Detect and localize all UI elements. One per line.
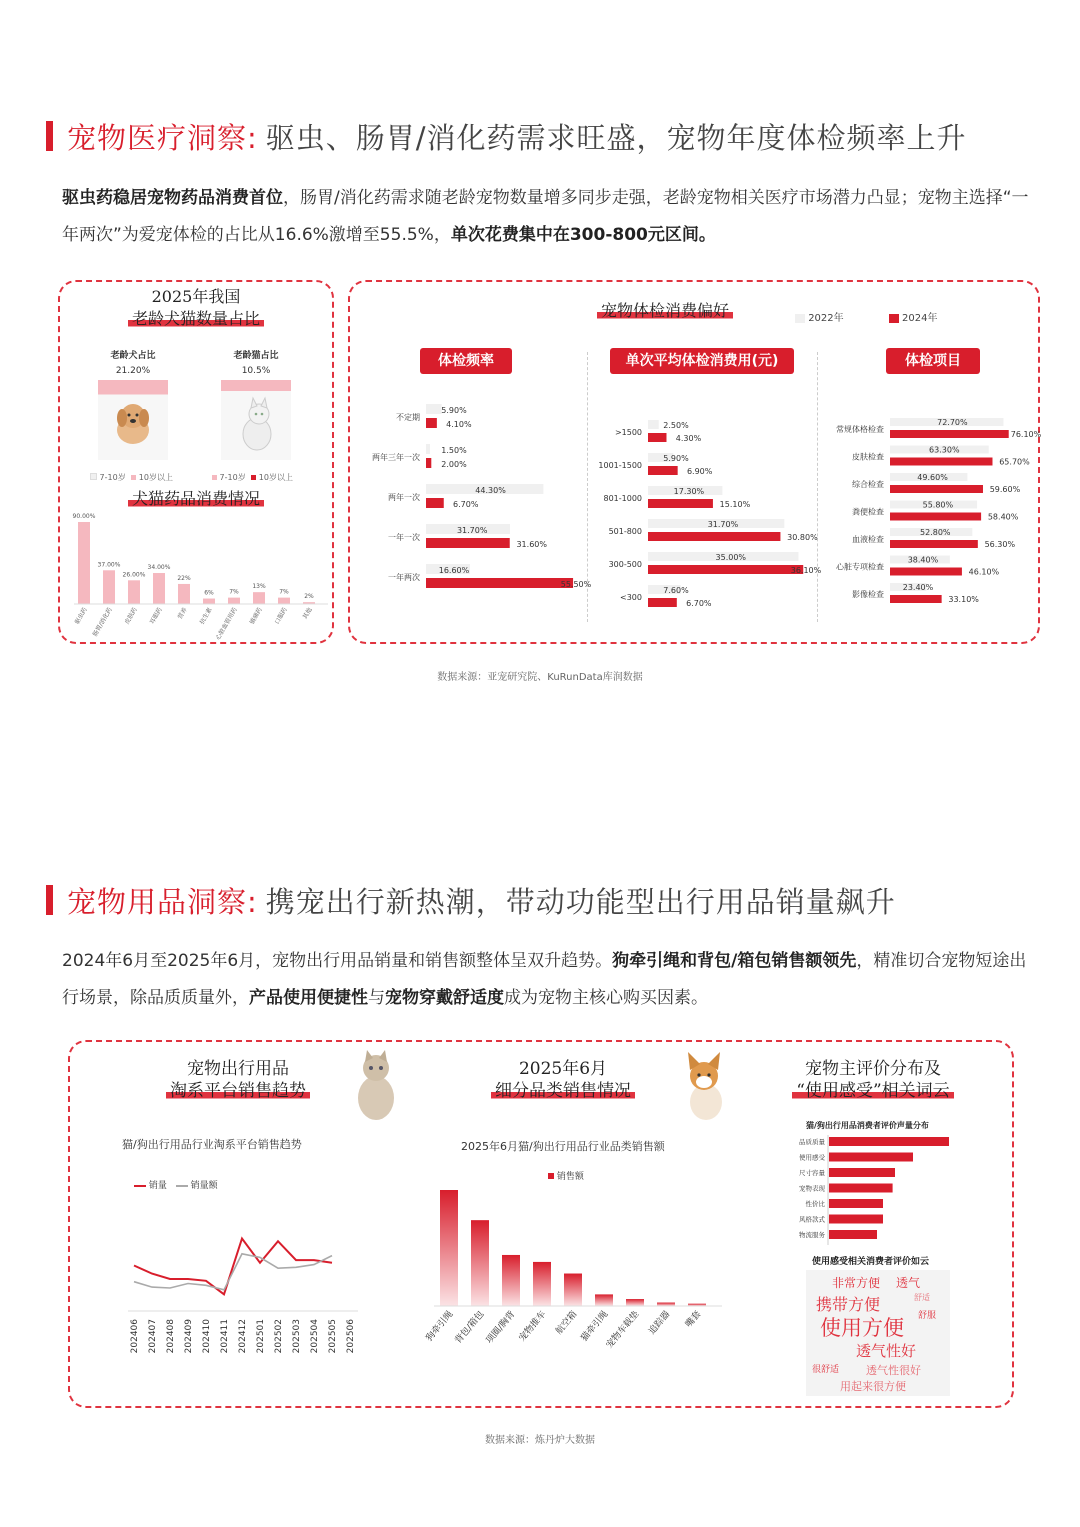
bar-2024 [648,565,803,574]
p-text: 成为宠物主核心购买因素。 [504,988,708,1008]
section1-title [46,116,967,156]
tick-label: 202501 [256,1319,266,1354]
cat-photo-icon [221,380,291,460]
dog-value: 21.20% [115,366,151,376]
category-label: 1001-1500 [598,461,642,470]
legend-2024: 2024年 [902,313,938,324]
data-label: 34.00% [147,564,171,572]
legend-swatch [131,475,136,480]
bar [153,573,165,604]
value-label-2024: 6.90% [686,467,713,476]
bar [78,522,90,604]
value-label-2024: 55.50% [560,580,592,589]
legend-b: 10岁以上 [258,473,293,482]
tick-label: 202412 [238,1319,248,1354]
value-label-2022: 31.70% [456,526,488,535]
value-label-2024: 65.70% [999,457,1030,467]
bar [829,1199,883,1208]
bar-2024 [890,458,992,466]
value-label-2024: 2.00% [441,460,467,469]
cat-photo-icon [348,1046,404,1122]
data-label: 37.00% [97,561,121,569]
tick-label: 追踪器 [647,1309,673,1337]
value-label-2022: 5.90% [663,454,689,463]
value-label-2022: 2.50% [663,421,689,430]
category-subtitle: 2025年6月猫/狗出行用品行业品类销售额 [461,1140,665,1153]
source-note: 数据来源：亚宠研究院、KuRunData库润数据 [437,672,643,683]
trend-title [130,1058,346,1102]
section1-title-dark: 驱虫、肠胃/消化药需求旺盛，宠物年度体检频率上升 [265,120,967,155]
category-label: 501-800 [608,527,642,536]
data-label: 6% [204,589,214,597]
data-label: 2% [304,593,314,601]
wc-word: 非常方便 [832,1276,881,1290]
category-label: >1500 [614,428,642,437]
wc-word: 很舒适 [812,1365,840,1375]
bar [564,1274,582,1306]
value-label-2024: 46.10% [968,567,1000,577]
legend-line-gray [176,1185,188,1187]
chip-exam-cost: 单次平均体检消费用(元) [610,348,794,374]
review-volume-chart [790,1135,970,1247]
tick-label: 宠物车载垫 [604,1309,642,1351]
category-label: 一年两次 [388,573,420,582]
exam-pref-title [560,300,770,322]
tick-label: 背包/箱包 [453,1309,487,1346]
data-label: 26.00% [122,571,146,579]
tick-label: 202406 [130,1319,140,1354]
legend-swatch-2024 [889,314,899,323]
tick-label: 营养 [176,606,189,621]
wc-word: 透气性很好 [866,1364,921,1377]
bar-2022 [426,444,430,454]
category-label: 使用感受 [799,1153,825,1162]
value-label-2024: 30.80% [787,533,818,542]
bar [228,598,240,604]
bar-2022 [648,420,659,429]
tick-label: 202410 [202,1319,212,1354]
tick-label: 202407 [148,1319,158,1354]
bar-2024 [890,430,1009,438]
exam-pref-title-text: 宠物体检消费偏好 [597,300,733,322]
tick-label: 202503 [292,1319,302,1354]
bar-2024 [648,466,678,475]
data-label: 7% [229,588,239,596]
section2-title [46,880,896,920]
value-label-2022: 16.60% [438,566,470,575]
bar [829,1137,949,1146]
category-label: 801-1000 [603,494,642,503]
value-label-2024: 58.40% [987,512,1019,522]
title-bar [46,885,53,915]
bar-2024 [890,568,962,576]
p-text: ，肠胃/消化药需求随老龄宠物数量增多同步走强，老龄宠物相关医疗市场潜力凸显；宠物主选择“一年两次”为爱宠体检的占比从16.6%激增至55.5%， [62,188,1029,245]
aging-title-line2: 老龄犬猫数量占比 [128,308,264,330]
p-text: ，精准切合宠物短途出行场景，除品质质量外， [62,951,1027,1008]
data-label: 90.00% [72,513,96,520]
bar [829,1168,895,1177]
trend-legend [134,1178,218,1191]
bar-2024 [426,458,431,468]
category-label: 粪便检查 [852,507,884,517]
category-title-line1: 2025年6月 [518,1059,608,1079]
bar-2024 [648,532,780,541]
tick-label: 202505 [328,1319,338,1354]
category-label: 两年三年一次 [372,453,420,462]
category-label: 风格款式 [799,1215,825,1224]
value-label-2022: 72.70% [937,418,968,427]
legend-b: 10岁以上 [138,473,173,482]
bar [829,1184,893,1193]
legend-swatch [548,1173,554,1179]
tick-label: 202506 [346,1319,356,1354]
dog-icon [98,380,168,460]
bar-2024 [890,485,983,493]
tick-label: 心脏血管用药 [214,606,239,642]
word-cloud [806,1270,950,1396]
tick-label: 宠物推车 [517,1309,549,1344]
bar-2024 [426,418,437,428]
value-label-2022: 1.50% [441,446,467,455]
bar [103,570,115,604]
value-label-2024: 6.70% [453,500,479,509]
tick-label: 202411 [220,1319,230,1354]
corgi-icon [672,1048,736,1126]
bar [440,1190,458,1306]
section2-title-red: 宠物用品洞察: [67,884,258,919]
value-label-2022: 31.70% [707,520,739,529]
trend-line-chart [122,1195,362,1373]
wc-word: 使用方便 [820,1316,904,1340]
legend-2022: 2022年 [808,313,844,324]
tick-label: 口服药 [273,606,289,626]
bar [657,1303,675,1306]
section2-title-dark: 携宠出行新热潮，带动功能型出行用品销量飙升 [265,884,896,919]
legend-swatch-2022 [795,314,805,323]
category-bar-chart [424,1180,730,1380]
legend-swatch [90,473,97,480]
trend-subtitle: 猫/狗出行用品行业淘系平台销售趋势 [122,1138,302,1151]
dog-label: 老龄犬占比 [110,351,156,361]
category-label: 两年一次 [388,493,420,502]
value-label-2022: 63.30% [929,445,960,455]
section2-paragraph [62,943,1032,1017]
bar-2024 [890,595,942,603]
value-label-2022: 35.00% [715,553,747,562]
p-bold: 宠物穿戴舒适度 [385,988,504,1008]
value-label-2024: 36.10% [790,566,822,575]
category-label: 尺寸容量 [799,1169,825,1177]
data-label: 22% [177,574,191,582]
p-bold: 产品使用便捷性 [249,988,368,1008]
tick-label: 皮肤药 [123,606,139,626]
p-text: 2024年6月至2025年6月，宠物出行用品销量和销售额整体呈双升趋势。 [62,951,613,971]
tick-label: 抗生素 [198,606,214,626]
corgi-photo-icon [672,1048,736,1126]
section1-title-red: 宠物医疗洞察: [67,120,258,155]
tick-label: 驱虫药 [73,606,89,626]
tick-label: 耳眼药 [148,606,164,626]
wc-word: 用起来很方便 [840,1380,906,1393]
legend-a: 7-10岁 [99,473,126,482]
data-label: 13% [252,583,266,591]
bar [829,1153,913,1162]
tick-label: 202408 [166,1319,176,1354]
medicine-title [60,488,332,510]
medicine-bar-chart [70,508,330,642]
bar [471,1220,489,1306]
bar-2022 [426,404,442,414]
wc-word: 舒适 [914,1293,930,1302]
exam-cost-chart [590,414,822,614]
dog-legend [90,472,173,483]
category-label: 皮肤检查 [852,452,884,462]
legend-a: 7-10岁 [219,473,246,482]
bar [595,1294,613,1306]
tick-label: 镇痛药 [248,606,264,626]
bar [278,598,290,604]
data-label: 7% [279,588,289,596]
exam-items-chart [820,412,1042,612]
bar [533,1262,551,1306]
wordcloud-subtitle: 使用感受相关消费者评价如云 [812,1257,930,1267]
bar-2024 [648,598,677,607]
tick-label: 肠胃/消化药 [91,606,114,638]
value-label-2022: 49.60% [917,473,948,482]
cat-label: 老龄猫占比 [233,351,279,361]
p-bold: 狗牵引绳和背包/箱包销售额领先 [612,951,857,971]
category-label: 常规体格检查 [836,425,884,434]
bar [502,1255,520,1306]
wc-word: 舒服 [918,1311,937,1321]
value-label-2024: 76.10% [1010,430,1042,439]
cat-icon [348,1046,404,1122]
cat-value: 10.5% [241,366,271,376]
value-label-2024: 56.30% [984,540,1016,549]
bar [626,1299,644,1306]
value-label-2024: 15.10% [719,500,751,509]
trend-title-line2: 淘系平台销售趋势 [166,1080,310,1102]
bar-2024 [426,498,444,508]
value-label-2022: 52.80% [920,528,951,537]
cat-legend [212,472,293,483]
tick-label: 猫牵引绳 [579,1309,611,1344]
trend-title-line1: 宠物出行用品 [187,1059,289,1079]
value-label-2022: 55.80% [922,500,954,510]
cat-icon [221,380,291,460]
tick-label: 航空箱 [554,1309,580,1337]
tick-label: 其他 [301,606,314,621]
tick-label: 202502 [274,1319,284,1354]
tick-label: 202504 [310,1319,320,1354]
bar-2024 [426,578,573,588]
section1-paragraph [62,180,1032,254]
tick-label: 狗牵引绳 [424,1309,456,1344]
exam-legend [795,309,937,324]
value-label-2024: 31.60% [516,540,547,549]
dog-photo-icon [98,380,168,460]
chip-exam-items: 体检项目 [886,348,980,374]
bar [203,599,215,604]
chip-exam-frequency: 体检频率 [420,348,512,374]
category-label: 综合检查 [852,480,884,489]
category-label: 一年一次 [388,533,420,542]
aging-pets-title [60,286,332,330]
bar [829,1230,877,1239]
value-label-2022: 44.30% [475,486,506,495]
legend-swatch [251,475,256,480]
bar [128,580,140,604]
legend-line-red [134,1185,146,1187]
value-label-2022: 23.40% [902,583,934,592]
bar [178,584,190,604]
medicine-title-text: 犬猫药品消费情况 [128,488,264,510]
category-title-line2: 细分品类销售情况 [491,1080,635,1102]
category-label: <300 [620,593,642,602]
value-label-2022: 5.90% [441,406,467,415]
divider [817,352,818,622]
value-label-2024: 4.30% [675,434,702,443]
category-label: 宠物表现 [799,1184,825,1193]
bar-2024 [890,540,978,548]
value-label-2022: 7.60% [663,586,689,595]
review-subtitle: 猫/狗出行用品消费者评价声量分布 [806,1121,929,1130]
legend-sales-amount: 销售额 [556,1172,584,1182]
p-text: 与 [368,988,385,1008]
bar-2024 [890,513,981,521]
value-label-2022: 17.30% [673,487,705,496]
category-label: 物流服务 [799,1231,825,1239]
value-label-2024: 59.60% [989,485,1021,494]
category-title [460,1058,666,1102]
tick-label: 202409 [184,1319,194,1354]
category-label: 不定期 [396,413,420,422]
bar [253,592,265,604]
value-label-2024: 4.10% [446,420,472,429]
review-title [768,1058,978,1102]
bar-2024 [648,433,666,442]
aging-title-line1: 2025年我国 [151,287,241,306]
wc-word: 携带方便 [816,1295,881,1314]
legend-swatch [212,475,217,480]
category-label: 心脏专项检查 [836,562,884,572]
wc-word: 透气 [896,1276,921,1290]
bar-2024 [648,499,713,508]
value-label-2024: 33.10% [948,595,979,604]
category-label: 影像检查 [852,590,884,599]
title-bar [46,121,53,151]
category-label: 血液检查 [852,535,884,544]
value-label-2024: 6.70% [686,599,712,608]
bar-2024 [426,538,510,548]
source-note: 数据来源：炼丹炉大数据 [485,1435,595,1446]
tick-label: 项圈/胸背 [484,1309,518,1346]
category-label: 品质质量 [799,1138,825,1146]
category-label: 300-500 [608,560,642,569]
tick-label: 嘴套 [684,1309,704,1330]
legend-amount: 销量额 [190,1181,218,1191]
value-label-2022: 38.40% [907,555,939,565]
review-title-line1: 宠物主评价分布及 [805,1059,941,1079]
wc-word: 透气性好 [856,1342,917,1360]
p-bold: 单次花费集中在300-800元区间。 [450,225,716,245]
review-title-line2: “使用感受”相关词云 [792,1080,953,1102]
category-label: 性价比 [805,1200,825,1208]
legend-sales: 销量 [148,1181,167,1191]
exam-frequency-chart [352,398,592,603]
bar [829,1215,883,1224]
p-bold: 驱虫药稳居宠物药品消费首位 [62,188,283,208]
